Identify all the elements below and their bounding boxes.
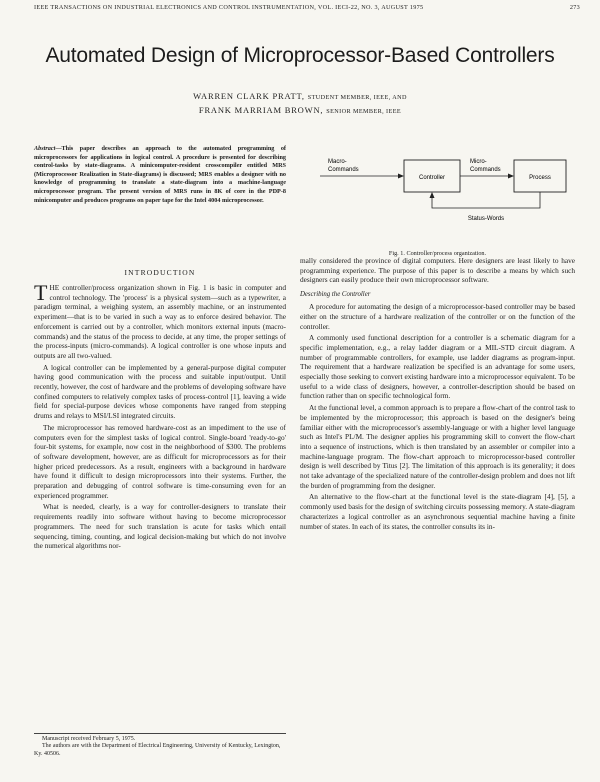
drop-cap: T: [34, 280, 48, 305]
author-2-rank: SENIOR MEMBER, IEEE: [326, 108, 402, 115]
process-box-label: Process: [529, 175, 551, 181]
abstract: [34, 145, 286, 205]
figure-1: [300, 150, 575, 250]
micro-commands-label-1: Micro-: [470, 159, 487, 165]
paper-title: Automated Design of Microprocessor-Based Controllers: [45, 44, 555, 67]
status-feedback-line: [432, 192, 540, 208]
author-block: [0, 90, 600, 118]
intro-paragraph-4: What is needed, clearly, is a way for controller-designers to translate their requirements readily into software without having to become microprocessor programmers. The need for such translation is acute for tasks which entail sequencing, timing, counting, and logical decision-making but which do not involve the numerical algorithms nor-: [34, 502, 286, 551]
abstract-lead: Abstract: [34, 145, 56, 152]
micro-command-arrowhead: [508, 174, 514, 179]
figure-caption: Fig. 1. Controller/process organization.: [388, 250, 487, 257]
right-column: [300, 256, 575, 533]
block-diagram: [300, 150, 575, 250]
right-paragraph-3: A commonly used functional description for a controller is a schematic diagram for a specific implementation, e.g., a relay ladder diagram or a MIL-STD circuit diagram. A number of programmable controllers, for example, use ladder diagrams as program-input. The requirement that a hardware realization be specified is an advantage for some users, especially those seeking to convert existing hardware into a microprocessor equivalent. To be useful to a wide class of designers, however, a controller-description should be based on function rather than on specific technological form.: [300, 333, 575, 401]
journal-name: IEEE TRANSACTIONS ON INDUSTRIAL ELECTRONICS AND CONTROL INSTRUMENTATION, VOL. IECI-22, NO. 3, AUGUST 1975: [34, 4, 424, 11]
running-head: [34, 4, 580, 11]
author-2: [0, 104, 600, 118]
controller-box-label: Controller: [418, 175, 446, 181]
footnote-affiliation: The authors are with the Department of Electrical Engineering, University of Kentucky, Lexington, Ky. 40506.: [34, 743, 281, 757]
intro-paragraph-3: The microprocessor has removed hardware-cost as an impediment to the use of computers even for the simplest tasks of logical control. Single-board 'ready-to-go' four-bit systems, for example, now cost in the neighborhood of $300. The problems of software development, however, are as difficult for microprocessors as for their higher priced predecessors. As a result, engineers with a background in hardware have found it difficult to design microprocessors into their systems. Further, the preparation and debugging of control software is time-consuming even for an experienced programmer.: [34, 422, 286, 500]
page-number: 273: [569, 4, 580, 11]
section-heading-introduction: INTRODUCTION: [124, 268, 196, 277]
status-words-label: Status-Words: [467, 216, 505, 222]
right-paragraph-2: A procedure for automating the design of a microprocessor-based controller may be based either on the structure of a hardware realization of the controller or on the function of the controller.: [300, 302, 575, 331]
author-1-name: WARREN CLARK PRATT,: [193, 91, 305, 101]
right-paragraph-1: mally considered the province of digital computers. Here designers are least likely to have programming experience. The purpose of this paper is to describe a means by which such designers can easily produce their own microprocessor software.: [300, 256, 575, 285]
footnote-received: Manuscript received February 5, 1975.: [42, 736, 136, 742]
macro-commands-label-1: Macro-: [328, 159, 347, 165]
macro-command-arrowhead: [398, 174, 404, 179]
footnote: [34, 733, 286, 758]
left-column: [34, 262, 286, 553]
status-feedback-arrowhead: [430, 192, 435, 198]
subsection-heading-describing: Describing the Controller: [300, 291, 371, 299]
right-paragraph-4: At the functional level, a common approach is to prepare a flow-chart of the control task to be implemented by the microprocessor; this approach is based on the designer's being familiar either with the microprocessor's assembly-language or with a higher level language such as Intel's PL/M. The designer applies his programming skill to convert the flow-chart into a sequence of instructions, which is then translated by an assembler or compiler into a machine-language program. The flow-chart approach to microprocessor-based controller design is well described by Titus [2]. The limitation of this approach is its generality; it does not take advantage of the specialized nature of the controller-design problem and does not lift the burden of programming from the designer.: [300, 403, 575, 490]
author-2-name: FRANK MARRIAM BROWN,: [198, 105, 324, 115]
right-paragraph-5: An alternative to the flow-chart at the functional level is the state-diagram [4], [5], a commonly used basis for the design of switching circuits possessing memory. A state-diagram characterizes a logical controller as an asynchronous sequential machine having a finite number of states. In each of its states, the controller consults its in-: [300, 492, 575, 531]
micro-commands-label-2: Commands: [470, 167, 501, 173]
intro-paragraph-1-text: HE controller/process organization shown in Fig. 1 is basic in computer and control technology. The 'process' is a physical system—such as a typewriter, a paradigm terminal, a weighing system, an assembly machine, or an instrumented experiment—that is to be varied in such a way as to enforce desired behavior. The enforcement is carried out by a controller, which monitors external inputs (macro-commands) and the status of the process to decide, at any time, the proper settings of the process-inputs (micro-commands). A logical controller is one whose inputs and outputs are all two-valued.: [34, 283, 286, 360]
author-1: [0, 90, 600, 104]
author-1-rank: STUDENT MEMBER, IEEE, AND: [307, 94, 407, 101]
macro-commands-label-2: Commands: [328, 167, 359, 173]
abstract-text: —This paper describes an approach to the automated programming of microprocessors for applications in logical control. A procedure is presented for describing control-tasks by state-diagrams. A minicomputer-resident crosscompiler entitled MRS (Microprocessor Realization in State-diagrams) is discussed; MRS enables a designer with no knowledge of programming to translate a state-diagram into a machine-language microprocessor program. The present version of MRS runs in 8K of core in the PDP-8 minicomputer and produces programs on paper tape for the Intel 4004 microprocessor.: [34, 145, 286, 204]
intro-paragraph-2: A logical controller can be implemented by a general-purpose digital computer having good communication with the process and suitable input/output. Until recently, however, the cost of hardware and the problems of developing software have confined computers to relatively complex tasks of process-control [1], leaving a wide field for special-purpose devices whose components have ranged from stepping drums and relays to MSI/LSI integrated circuits.: [34, 362, 286, 421]
intro-paragraph-1: [34, 280, 286, 361]
